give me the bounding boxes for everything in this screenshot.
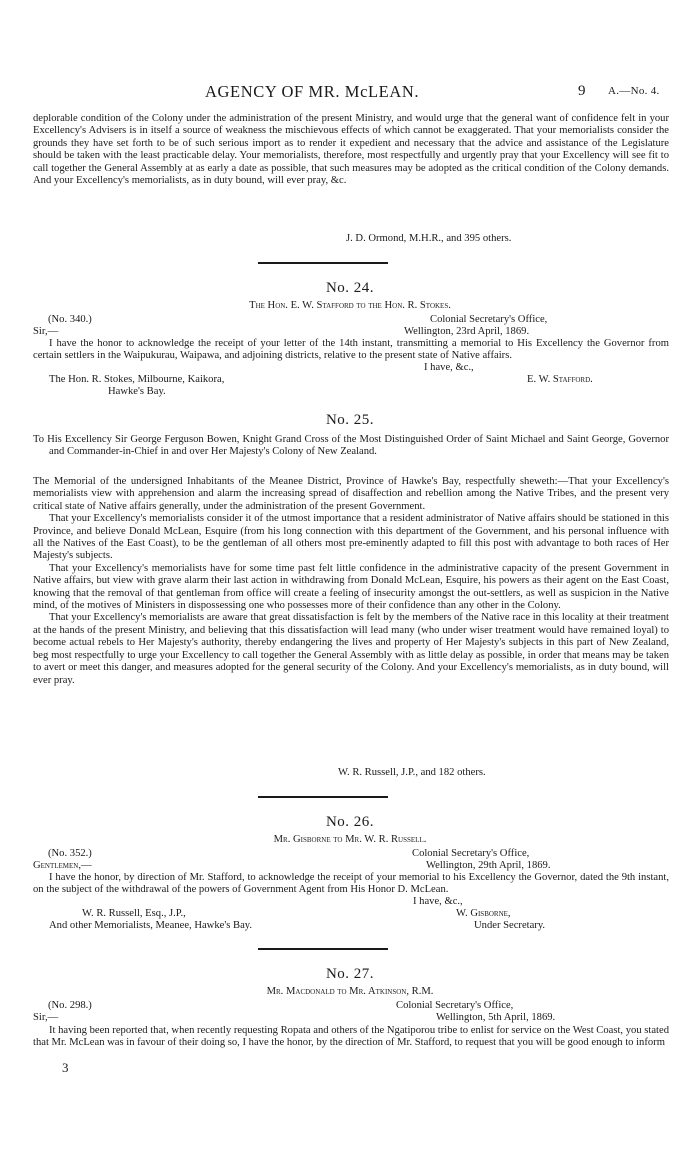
document-25-paragraph-1: The Memorial of the undersigned Inhabitants of the Meanee District, Province of Hawke's Bay, respectfully sheweth:—That your Excellency's memorialists view with apprehension and alarm the increasing spread of disaffection and rebellion among the Native Tribes, and the present very critical state of Native affairs generally, under the administration of the present Government.: [33, 476, 669, 512]
document-26-body-block: [33, 872, 669, 897]
document-26-signer: W. Gisborne,: [456, 908, 511, 919]
document-number-26: No. 26.: [325, 814, 375, 830]
document-27-heading: [0, 986, 700, 997]
document-24-salutation: Sir,—: [33, 326, 59, 337]
document-24-signer: E. W. Stafford.: [527, 374, 593, 385]
document-25-paragraph-3: That your Excellency's memorialists have for some time past felt little confidence in the administrative capacity of the present Government in Native affairs, but view with grave alarm their last action in withdrawing from Donald McLean, Esquire, his powers as their agent on the East Coast, knowing that the removal of that gentleman from office will create a feeling of insecurity amongst the out-settlers, as well as suspicion in the Native mind, of the motives of Ministers in dispossessing one who possesses more of their confidence than any other in the Colony.: [33, 562, 669, 612]
document-25-address: To His Excellency Sir George Ferguson Bowen, Knight Grand Cross of the Most Distinguished Order of Saint Michael and Saint George, Governor and Commander-in-Chief in and over Her Majesty's Colony of New Zealand.: [33, 434, 669, 458]
document-number-25: No. 25.: [325, 412, 375, 428]
document-24-recipient: The Hon. R. Stokes, Milbourne, Kaikora,: [49, 374, 225, 385]
section-divider: [258, 796, 388, 798]
document-26-ref: (No. 352.): [48, 848, 92, 859]
page-number: 9: [578, 83, 586, 99]
section-divider: [258, 948, 388, 950]
document-27-office: Colonial Secretary's Office,: [396, 1000, 514, 1011]
printer-signature-mark: 3: [62, 1060, 69, 1075]
document-26-signer-title: Under Secretary.: [474, 920, 546, 931]
document-27-heading-text: Mr. Macdonald to Mr. Atkinson, R.M.: [266, 986, 434, 997]
document-24-office: Colonial Secretary's Office,: [430, 314, 548, 325]
intro-signature: J. D. Ormond, M.H.R., and 395 others.: [346, 233, 512, 244]
document-24-heading: [0, 300, 700, 311]
document-27-salutation: Sir,—: [33, 1012, 59, 1023]
document-27-body: It having been reported that, when recently requesting Ropata and others of the Ngatiporou tribe to enlist for service on the West Coast, you stated that Mr. McLean was in favour of their doing so, I have the honor, by the direction of Mr. Stafford, to request that you will be good enough to inform: [33, 1025, 669, 1049]
document-26-recipient-others: And other Memorialists, Meanee, Hawke's Bay.: [49, 920, 253, 931]
document-26-heading-text: Mr. Gisborne to Mr. W. R. Russell.: [273, 834, 427, 845]
document-26-heading: [0, 834, 700, 845]
document-26-office: Colonial Secretary's Office,: [412, 848, 530, 859]
intro-paragraph-block: [33, 113, 669, 187]
document-24-body: I have the honor to acknowledge the receipt of your letter of the 14th instant, transmitting a memorial to His Excellency the Governor from certain settlers in the Waipukurau, Waipawa, and adjoining districts, relative to the present state of Native affairs.: [33, 338, 669, 362]
section-divider: [258, 262, 388, 264]
document-24-recipient-place: Hawke's Bay.: [108, 386, 166, 397]
document-25-paragraph-2: That your Excellency's memorialists consider it of the utmost importance that a resident administrator of Native affairs should be stationed in this Province, and believe Donald McLean, Esquire (from his long connection with this department of the Government, and his personal influence with all the Natives of the East Coast), to be the gentleman of all others most pre-eminently adapted to fill this post with advantage to both races of Her Majesty's subjects.: [33, 513, 669, 562]
document-24-heading-text: The Hon. E. W. Stafford to the Hon. R. Stokes.: [249, 300, 451, 311]
document-number-27: No. 27.: [325, 966, 375, 982]
document-25-memorial-block: [33, 476, 669, 687]
document-26-salutation: Gentlemen,—: [33, 860, 92, 871]
document-26-closing: I have, &c.,: [413, 896, 463, 907]
document-24-date: Wellington, 23rd April, 1869.: [404, 326, 530, 337]
document-25-address-block: [33, 434, 669, 459]
document-24-closing: I have, &c.,: [424, 362, 474, 373]
document-25-signature: W. R. Russell, J.P., and 182 others.: [338, 767, 486, 778]
document-26-body: I have the honor, by direction of Mr. Stafford, to acknowledge the receipt of your memorial to his Excellency the Governor, dated the 9th instant, on the subject of the withdrawal of the powers of Government Agent from His Honor D. McLean.: [33, 872, 669, 896]
document-24-ref: (No. 340.): [48, 314, 92, 325]
document-26-recipient: W. R. Russell, Esq., J.P.,: [82, 908, 186, 919]
paper-reference: A.—No. 4.: [608, 85, 660, 97]
document-26-date: Wellington, 29th April, 1869.: [426, 860, 551, 871]
running-header: [0, 82, 700, 102]
document-27-date: Wellington, 5th April, 1869.: [436, 1012, 556, 1023]
page-title: AGENCY OF MR. McLEAN.: [205, 82, 420, 101]
document-27-body-block: [33, 1025, 669, 1050]
document-25-paragraph-4: That your Excellency's memorialists are aware that great dissatisfaction is felt by the members of the Native race in this locality at their treatment at the hands of the present Ministry, and believing that this dissatisfaction will lead many (who under wiser treatment would have remained loyal) to become actual rebels to Her Majesty's authority, thereby endangering the lives and property of Her Majesty's subjects in this part of New Zealand, beg most respectfully to urge your Excellency to call together the General Assembly with as little delay as possible, in order that means may be taken to avert or meet this danger, and measures adopted for the general security of the Colony. And your Excellency's memorialists, as in duty bound, will ever pray.: [33, 612, 669, 686]
document-24-body-block: [33, 338, 669, 363]
intro-paragraph: deplorable condition of the Colony under the administration of the present Ministry, and would urge that the general want of confidence felt in your Excellency's Advisers is in itself a source of weakness the mischievous effects of which cannot be exaggerated. That your memorialists consider the grounds they have set forth to be of such serious import as to render it expedient and necessary that the advice and assistance of the Legislature should be taken with the least practicable delay. Your memorialists, therefore, most respectfully and urgently pray that your Excellency will see fit to call together the General Assembly at as early a date as possible, that such measures may be adopted as the critical condition of the Colony demands. And your Excellency's memorialists, as in duty bound, will ever pray, &c.: [33, 113, 669, 187]
document-number-24: No. 24.: [325, 280, 375, 296]
document-27-ref: (No. 298.): [48, 1000, 92, 1011]
